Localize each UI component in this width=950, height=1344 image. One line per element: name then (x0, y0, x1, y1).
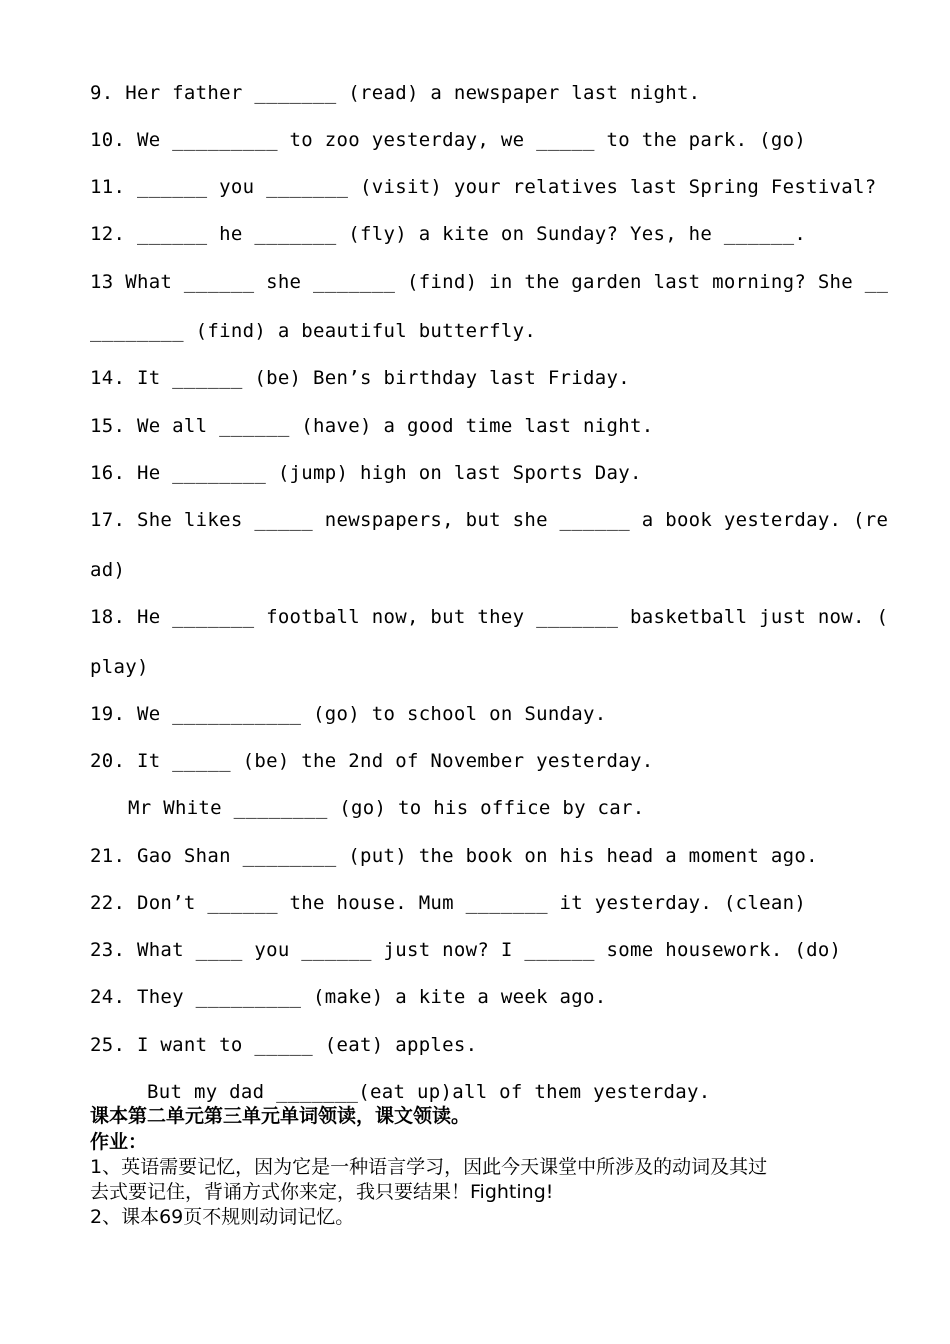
exercise-24: 24. They _________ (make) a kite a week ago. (90, 986, 607, 1008)
exercise-11: 11. ______ you _______ (visit) your relatives last Spring Festival? (90, 176, 877, 198)
exercise-25: 25. I want to _____ (eat) apples. (90, 1034, 478, 1056)
exercise-25-b: But my dad _______(eat up)all of them yesterday. (147, 1081, 711, 1103)
exercise-13-cont: ________ (find) a beautiful butterfly. (90, 320, 537, 342)
exercise-20-b: Mr White ________ (go) to his office by car. (128, 797, 645, 819)
exercise-18: 18. He _______ football now, but they _______ basketball just now. ( (90, 606, 889, 628)
exercise-17-cont: ad) (90, 559, 126, 581)
homework-title: 作业： (90, 1131, 148, 1153)
exercise-16: 16. He ________ (jump) high on last Sports Day. (90, 462, 642, 484)
exercise-12: 12. ______ he _______ (fly) a kite on Sunday? Yes, he ______. (90, 223, 807, 245)
exercise-23: 23. What ____ you ______ just now? I ______ some housework. (do) (90, 939, 842, 961)
reading-task: 课本第二单元第三单元单词领读，课文领读。 (90, 1105, 471, 1127)
homework-item-1: 1、英语需要记忆，因为它是一种语言学习，因此今天课堂中所涉及的动词及其过 (90, 1156, 768, 1178)
homework-item-2: 2、课本69页不规则动词记忆。 (90, 1206, 355, 1228)
homework-item-1-cont: 去式要记住，背诵方式你来定，我只要结果！Fighting! (90, 1181, 554, 1203)
exercise-17: 17. She likes _____ newspapers, but she ______ a book yesterday. (re (90, 509, 889, 531)
exercise-10: 10. We _________ to zoo yesterday, we _____ to the park. (go) (90, 129, 807, 151)
exercise-18-cont: play) (90, 656, 149, 678)
exercise-21: 21. Gao Shan ________ (put) the book on his head a moment ago. (90, 845, 818, 867)
exercise-13: 13 What ______ she _______ (find) in the garden last morning? She __ (90, 271, 889, 293)
exercise-14: 14. It ______ (be) Ben’s birthday last Friday. (90, 367, 630, 389)
exercise-22: 22. Don’t ______ the house. Mum _______ it yesterday. (clean) (90, 892, 807, 914)
exercise-20: 20. It _____ (be) the 2nd of November yesterday. (90, 750, 654, 772)
exercise-15: 15. We all ______ (have) a good time last night. (90, 415, 654, 437)
exercise-19: 19. We ___________ (go) to school on Sunday. (90, 703, 607, 725)
exercise-9: 9. Her father _______ (read) a newspaper last night. (90, 82, 701, 104)
